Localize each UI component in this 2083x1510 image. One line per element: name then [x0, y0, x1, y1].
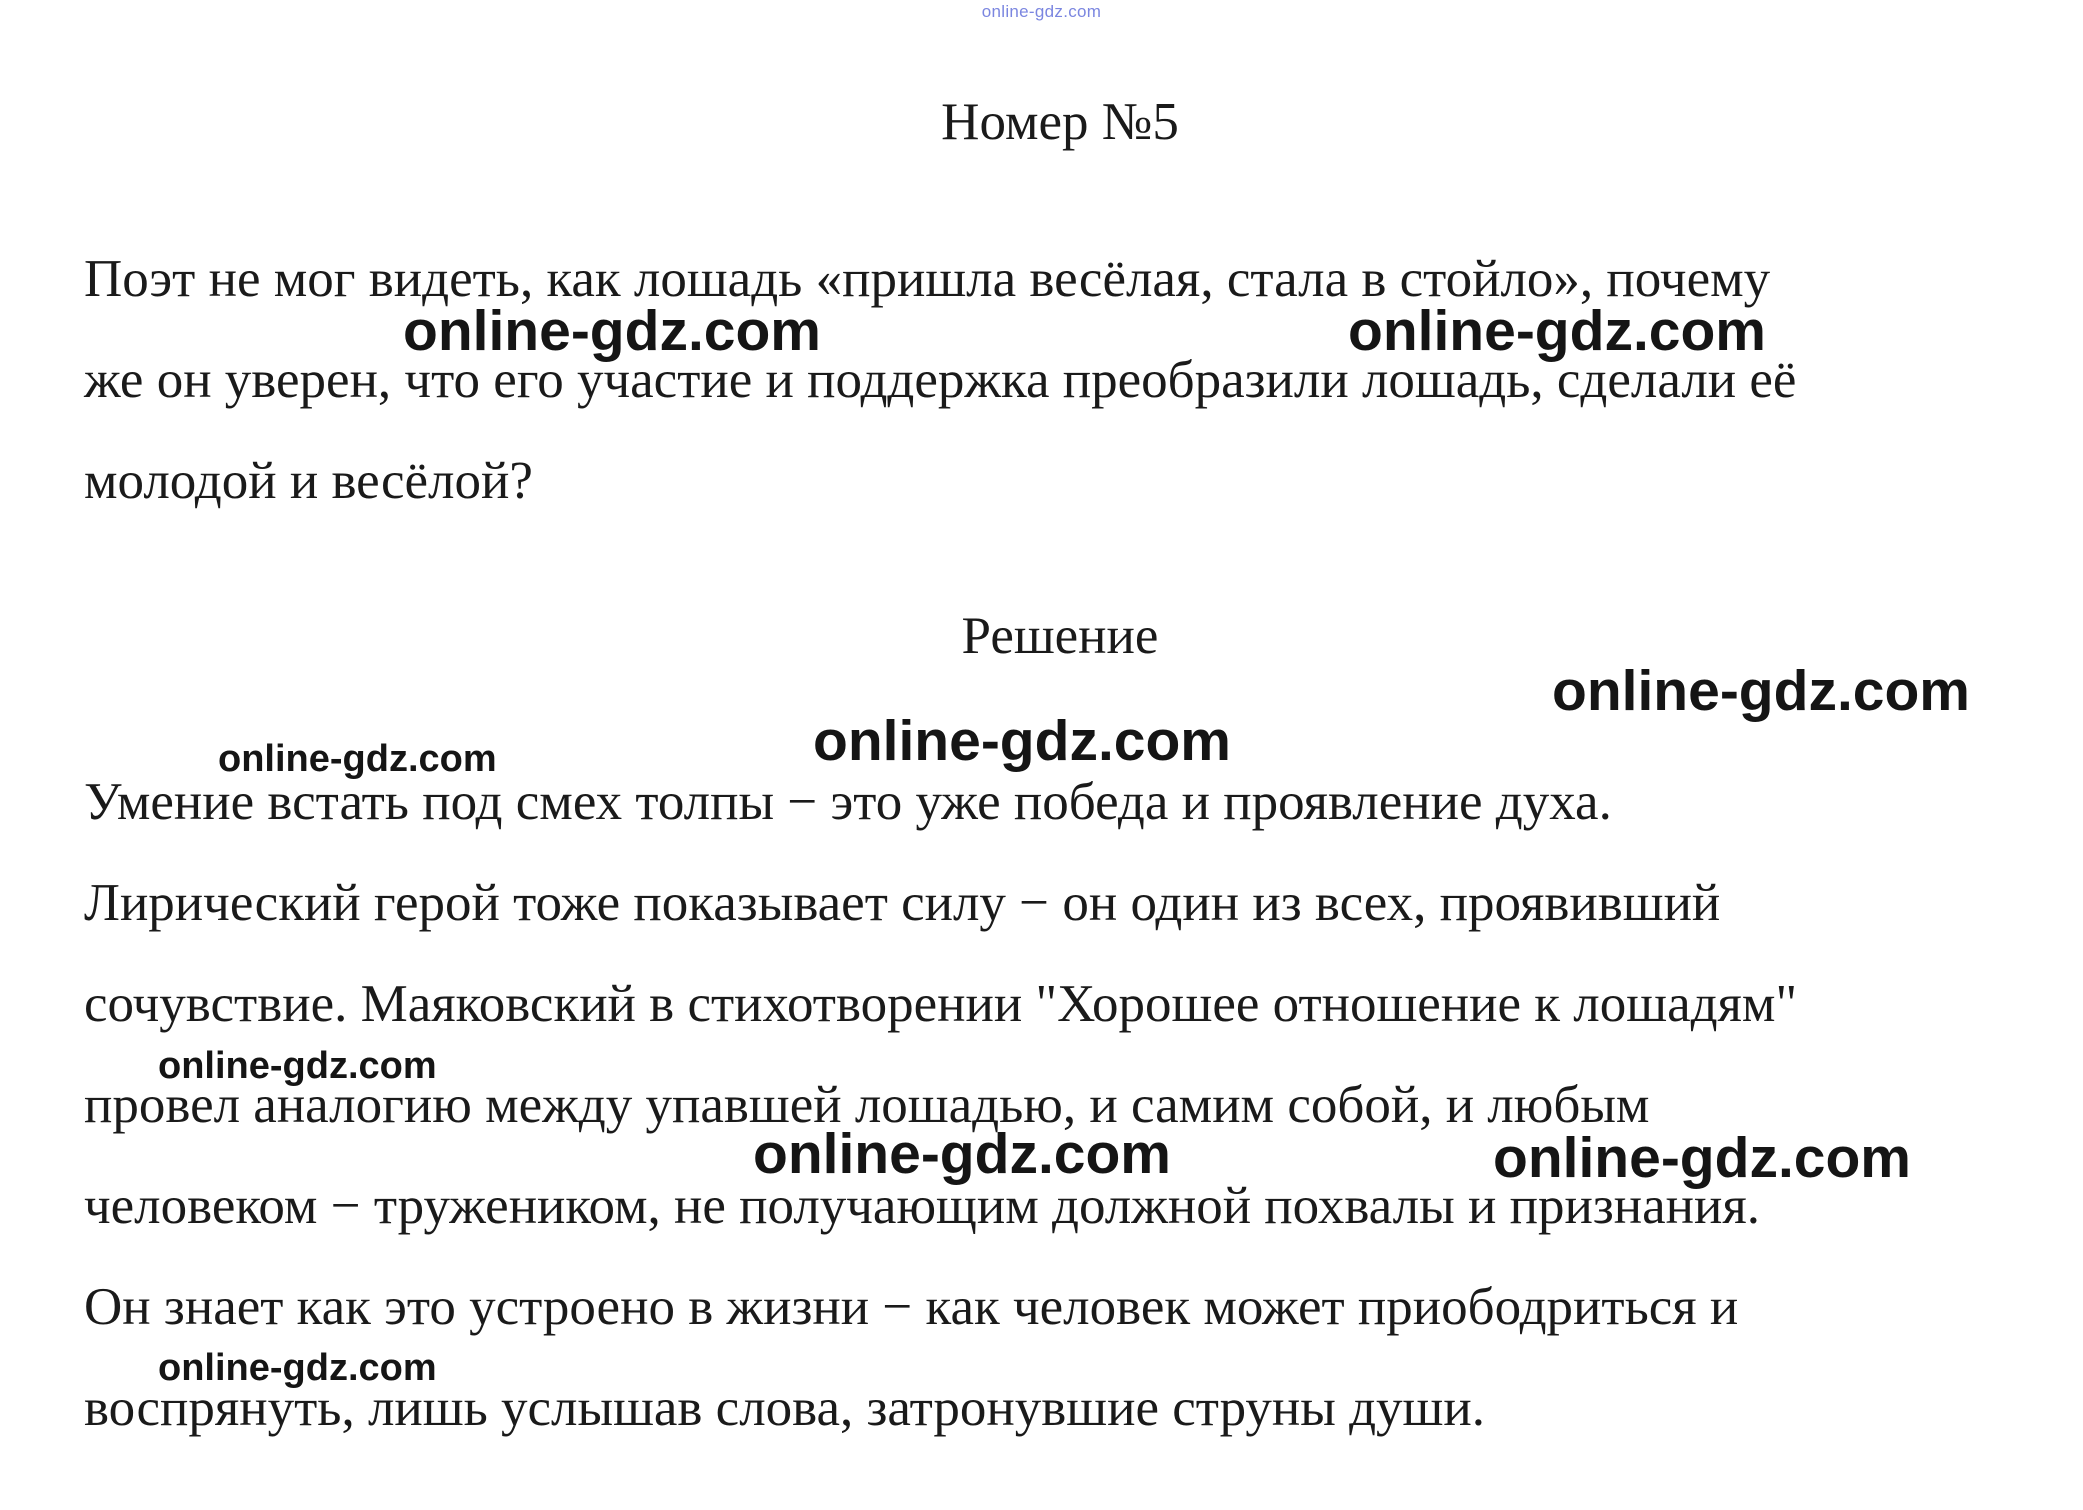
watermark: online-gdz.com: [1348, 299, 1766, 363]
solution-line: Лирический герой тоже показывает силу − он один из всех, проявивший: [84, 874, 1721, 932]
watermark: online-gdz.com: [753, 1122, 1171, 1186]
question-line: же он уверен, что его участие и поддержка преобразили лошадь, сделали её: [84, 351, 1797, 409]
watermark: online-gdz.com: [403, 299, 821, 363]
solution-line: сочувствие. Маяковский в стихотворении "Хорошее отношение к лошадям": [84, 975, 1798, 1033]
watermark: online-gdz.com: [158, 1347, 437, 1389]
solution-line: человеком − тружеником, не получающим должной похвалы и признания.: [84, 1177, 1760, 1235]
solution-line: провел аналогию между упавшей лошадью, и самим собой, и любым: [84, 1076, 1650, 1134]
solution-line: Он знает как это устроено в жизни − как человек может приободриться и: [84, 1278, 1739, 1336]
question-line: Поэт не мог видеть, как лошадь «пришла весёлая, стала в стойло», почему: [84, 250, 1771, 308]
solution-line: Умение встать под смех толпы − это уже победа и проявление духа.: [84, 773, 1612, 831]
question-line: молодой и весёлой?: [84, 452, 533, 510]
watermark: online-gdz.com: [158, 1045, 437, 1087]
page-title: Номер №5: [941, 93, 1179, 151]
watermark: online-gdz.com: [218, 738, 497, 780]
solution-line: воспрянуть, лишь услышав слова, затронувшие струны души.: [84, 1379, 1485, 1437]
watermark: online-gdz.com: [1552, 659, 1970, 723]
watermark: online-gdz.com: [1493, 1126, 1911, 1190]
solution-heading: Решение: [961, 607, 1159, 665]
watermark: online-gdz.com: [813, 709, 1231, 773]
top-watermark: online-gdz.com: [981, 2, 1102, 21]
